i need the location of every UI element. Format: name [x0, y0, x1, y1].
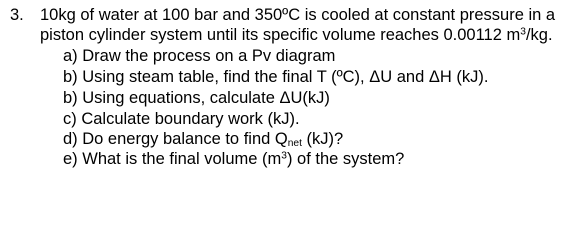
- part-d-text: d) Do energy balance to find Q: [63, 130, 288, 148]
- stem-line-2-unit: /kg.: [525, 26, 553, 44]
- part-b-equations: b) Using equations, calculate ΔU(kJ): [63, 89, 330, 107]
- stem-line-2-text: piston cylinder system until its specific volume reaches 0.00112 m: [40, 26, 521, 44]
- part-e: [63, 150, 404, 169]
- question-stem-line-1: 10kg of water at 100 bar and 350ºC is cooled at constant pressure in a: [40, 6, 556, 24]
- part-a: a) Draw the process on a Pv diagram: [63, 47, 336, 65]
- part-c: c) Calculate boundary work (kJ).: [63, 110, 300, 128]
- part-d-end: (kJ)?: [301, 130, 344, 148]
- part-e-end: ) of the system?: [286, 150, 405, 168]
- part-b-steam-table: b) Using steam table, find the final T (ºC), ΔU and ΔH (kJ).: [63, 68, 489, 86]
- part-d: [63, 130, 343, 149]
- stem-line-2-superscript: 3: [520, 26, 526, 38]
- part-e-text: e) What is the final volume (m: [63, 150, 282, 168]
- question-number: 3.: [10, 6, 24, 24]
- question-stem-line-2: [40, 26, 553, 45]
- part-e-superscript: 3: [281, 150, 287, 162]
- part-d-subscript: net: [287, 138, 302, 150]
